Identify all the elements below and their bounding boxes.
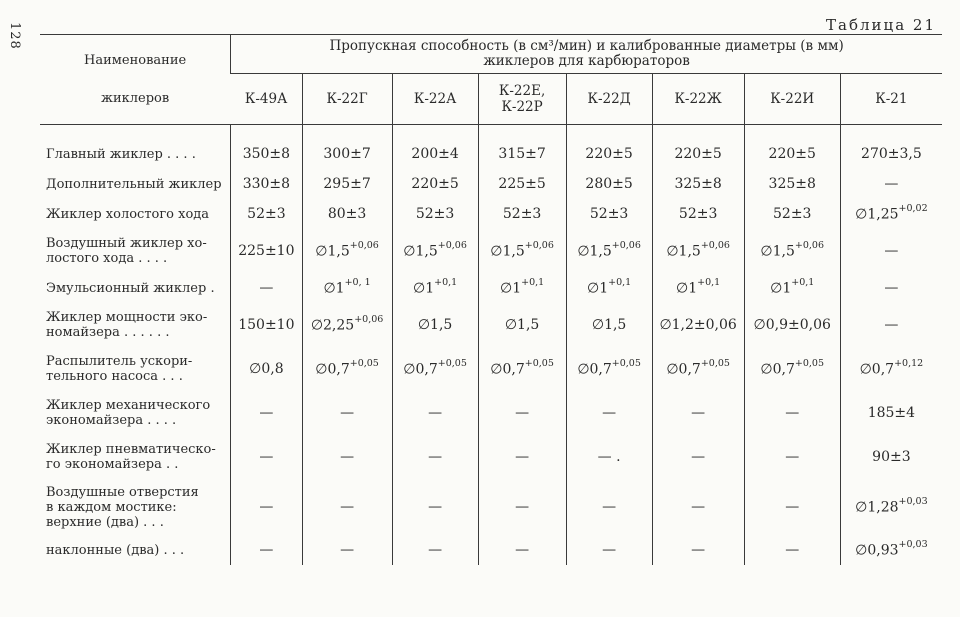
row-label-line: Дополнительный жиклер [46,176,222,192]
row-label [40,199,231,229]
model-header: К-49А [231,74,302,125]
value-cell: 52±3 [744,199,840,229]
value-cell: — [392,479,478,535]
value-cell: 200±4 [392,125,478,170]
value-cell: — [566,535,652,565]
value-base: ∅1,25 [855,206,899,223]
value-tolerance: +0,1 [791,277,815,289]
value-cell: — [231,479,302,535]
row-label-line: тельного насоса . . . [46,369,183,384]
value-tolerance: +0, 1 [344,277,371,289]
model-header: К-21 [840,74,942,125]
value-base: ∅1,5 [490,243,525,260]
value-cell: ∅0,9±0,06 [744,303,840,347]
table-row [40,199,942,229]
value-cell [478,273,566,303]
value-tolerance: +0,05 [794,358,825,370]
row-label-line: лостого хода . . . . [46,251,168,266]
value-cell: 52±3 [231,199,302,229]
value-tolerance: +0,1 [434,277,458,289]
value-cell: 295±7 [302,169,392,199]
value-cell: — [302,391,392,435]
value-cell [744,229,840,273]
value-cell [744,347,840,391]
group-header-line: жиклеров для карбюраторов [483,53,690,69]
row-label-line: в каждом мостике: [46,499,177,515]
row-label-line: Жиклер мощности эко- [46,310,208,325]
table-row [40,435,942,479]
table-row [40,391,942,435]
value-cell: 270±3,5 [840,125,942,170]
value-base: ∅1,5 [760,243,795,260]
value-cell: — [231,435,302,479]
row-label [40,125,231,170]
value-cell: 52±3 [392,199,478,229]
table-row [40,479,942,535]
name-header-line: Наименование [84,52,187,68]
value-cell: — [840,303,942,347]
value-cell [302,303,392,347]
table-row [40,303,942,347]
row-label-line: верхние (два) . . . [46,514,164,530]
value-cell [652,347,744,391]
value-cell: 325±8 [744,169,840,199]
row-label-line: го экономайзера . . [46,457,179,472]
model-header: К-22А [392,74,478,125]
value-cell: 185±4 [840,391,942,435]
value-cell [652,229,744,273]
value-base: ∅0,7 [403,361,438,378]
value-cell: 220±5 [652,125,744,170]
value-base: ∅1 [770,280,792,297]
value-tolerance: +0,1 [521,277,545,289]
row-label-line: Распылитель ускори- [46,354,193,369]
value-cell [478,347,566,391]
table-row [40,273,942,303]
value-tolerance: +0,06 [794,240,825,252]
model-header: К-22И [744,74,840,125]
group-header-line: Пропускная способность (в см³/мин) и калиброванные диаметры (в мм) [329,38,844,54]
value-cell: ∅1,2±0,06 [652,303,744,347]
value-base: ∅1,5 [403,243,438,260]
value-cell: 280±5 [566,169,652,199]
value-base: ∅1 [413,280,435,297]
model-header: К-22Ж [652,74,744,125]
value-cell: 90±3 [840,435,942,479]
value-cell: — [231,535,302,565]
value-tolerance: +0,1 [608,277,632,289]
value-tolerance: +0,05 [700,358,730,370]
value-cell: 220±5 [566,125,652,170]
row-label [40,303,231,347]
value-cell: 225±10 [231,229,302,273]
value-base: ∅0,7 [859,361,895,378]
value-base: ∅1,5 [666,243,701,260]
value-cell: 225±5 [478,169,566,199]
value-tolerance: +0,1 [697,277,721,289]
value-cell: 350±8 [231,125,302,170]
value-cell: ∅0,8 [231,347,302,391]
value-cell: — [652,479,744,535]
carburetor-jets-table [40,34,942,565]
table-row [40,169,942,199]
value-base: ∅1 [500,280,522,297]
value-base: ∅1 [676,280,698,297]
value-tolerance: +0,12 [894,358,924,370]
value-cell: — [652,535,744,565]
value-cell: — [744,535,840,565]
value-cell: ∅1,5 [478,303,566,347]
row-label-line: Главный жиклер . . . . [46,146,196,162]
value-cell: 220±5 [744,125,840,170]
value-base: ∅0,7 [760,361,795,378]
value-tolerance: +0,06 [524,240,554,252]
value-cell [566,273,652,303]
value-cell: — [478,435,566,479]
value-base: ∅0,93 [855,542,899,559]
row-label-line: Эмульсионный жиклер . [46,280,215,296]
value-base: ∅0,7 [577,361,612,378]
name-column-header [40,35,231,125]
row-label [40,435,231,479]
value-cell: — [744,479,840,535]
value-cell: — [302,535,392,565]
row-label-line: Жиклер холостого хода [46,206,210,222]
model-header: К-22Д [566,74,652,125]
value-tolerance: +0,05 [349,358,379,370]
value-cell: 52±3 [566,199,652,229]
value-cell: — [478,479,566,535]
value-cell: — [302,435,392,479]
value-cell: — [652,391,744,435]
value-cell [840,347,942,391]
value-cell [478,229,566,273]
value-base: ∅1 [587,280,609,297]
value-cell: ∅1,5 [566,303,652,347]
value-cell: 330±8 [231,169,302,199]
value-cell: 80±3 [302,199,392,229]
row-label [40,169,231,199]
value-cell: — [392,435,478,479]
row-label-line: Воздушные отверстия [46,484,199,500]
value-cell [392,273,478,303]
value-base: ∅1,28 [855,499,899,516]
value-cell [392,347,478,391]
page-number: 128 [7,22,22,50]
value-base: ∅1,5 [315,243,350,260]
value-tolerance: +0,03 [898,496,928,508]
value-cell: — [744,391,840,435]
value-cell: — [840,169,942,199]
value-tolerance: +0,05 [524,358,554,370]
value-base: ∅0,7 [490,361,525,378]
value-cell [302,229,392,273]
model-header: К-22Г [302,74,392,125]
value-cell: 52±3 [478,199,566,229]
name-header-line: жиклеров [101,90,170,106]
group-header [231,35,942,74]
value-cell: 52±3 [652,199,744,229]
value-tolerance: +0,06 [611,240,641,252]
value-cell [392,229,478,273]
row-label [40,347,231,391]
value-base: ∅2,25 [310,317,355,334]
value-cell: — [566,391,652,435]
value-cell: — [302,479,392,535]
row-label-line: наклонные (два) . . . [46,542,185,558]
value-cell: 150±10 [231,303,302,347]
table-caption: Таблица 21 [826,16,936,34]
model-header: К-22Е, К-22Р [478,74,566,125]
value-cell [840,479,942,535]
value-cell: — [744,435,840,479]
value-cell: — . [566,435,652,479]
row-label-line: Жиклер пневматическо- [46,442,216,457]
value-cell: — [566,479,652,535]
value-base: ∅1,5 [577,243,612,260]
value-cell: 325±8 [652,169,744,199]
value-cell: — [478,391,566,435]
table-row [40,229,942,273]
row-label [40,479,231,535]
row-label [40,391,231,435]
value-cell: 220±5 [392,169,478,199]
row-label-line: Воздушный жиклер хо- [46,236,207,251]
value-cell: 315±7 [478,125,566,170]
value-cell [302,273,392,303]
value-tolerance: +0,06 [349,240,379,252]
value-cell [840,199,942,229]
table-row [40,535,942,565]
value-cell [302,347,392,391]
value-base: ∅0,7 [666,361,701,378]
value-tolerance: +0,03 [898,539,928,551]
row-label-line: экономайзера . . . . [46,413,177,428]
row-label [40,535,231,565]
value-tolerance: +0,05 [611,358,641,370]
value-tolerance: +0,06 [354,314,384,326]
value-cell: — [392,391,478,435]
value-cell [744,273,840,303]
value-cell [652,273,744,303]
value-cell: — [392,535,478,565]
value-cell [840,535,942,565]
value-tolerance: +0,06 [437,240,467,252]
table-row [40,347,942,391]
value-cell: — [652,435,744,479]
value-tolerance: +0,05 [437,358,467,370]
row-label [40,273,231,303]
value-cell: 300±7 [302,125,392,170]
value-cell [566,347,652,391]
value-tolerance: +0,06 [700,240,730,252]
row-label-line: номайзера . . . . . . [46,325,170,340]
row-label [40,229,231,273]
value-base: ∅0,7 [315,361,350,378]
value-cell: — [231,273,302,303]
value-cell [566,229,652,273]
row-label-line: Жиклер механического [46,398,211,413]
value-tolerance: +0,02 [898,203,928,215]
value-base: ∅1 [323,280,345,297]
value-cell: — [231,391,302,435]
value-cell: — [478,535,566,565]
value-cell: ∅1,5 [392,303,478,347]
value-cell: — [840,273,942,303]
table-row [40,125,942,170]
value-cell: — [840,229,942,273]
